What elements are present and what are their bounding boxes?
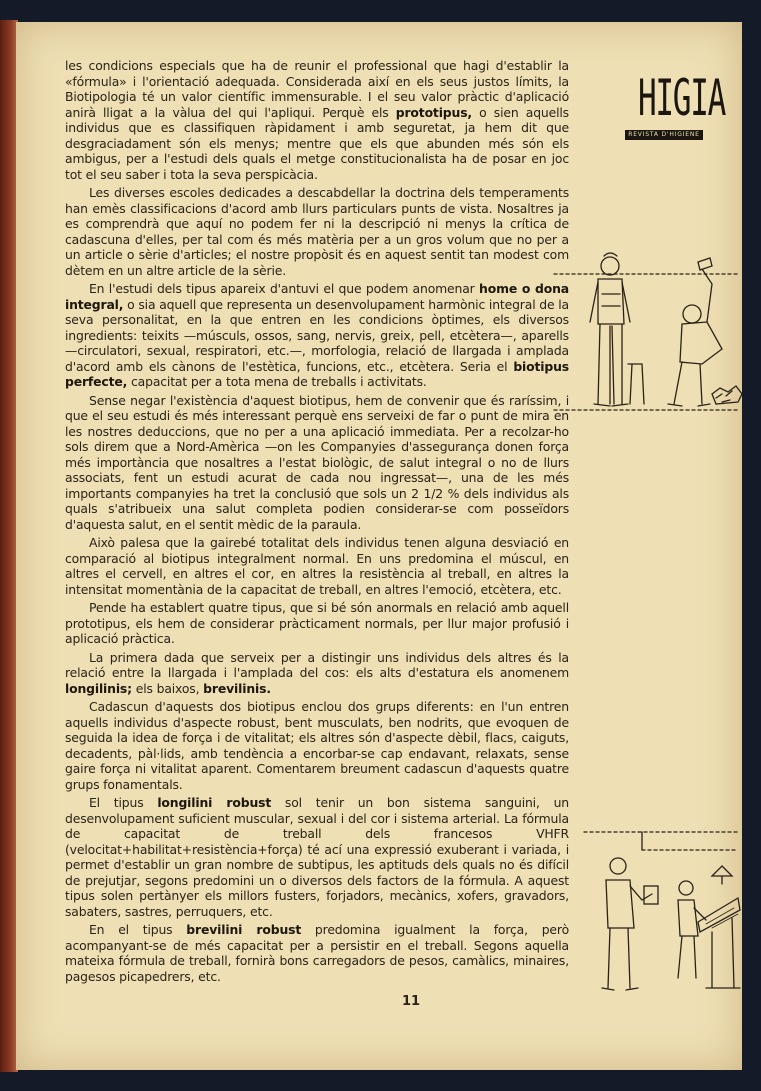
term-prototipus: prototipus,	[395, 104, 472, 120]
paragraph-7: La primera dada que serveix per a distingir uns individus dels altres és la relació entre la llargada i l'amplada del cos: els alts d'estatura els anomenem longilinis; els baixos, brevilinis.	[65, 649, 569, 696]
term-biotipus-perfecte: biotipus perfecte,	[65, 358, 569, 389]
term-brevilini-robust: brevilini robust	[186, 922, 302, 937]
illustration-workers-drafting	[582, 828, 742, 996]
logo-subtitle: REVISTA D'HIGIENE	[625, 130, 703, 140]
term-home-integral: home o dona integral,	[65, 281, 569, 312]
paragraph-10: En el tipus brevilini robust predomina igualment la força, però acompanyant-se de més capacitat per a persistir en el treball. Segons aquella mateixa fórmula de treball, fornirà bons carregadors de pesos, camàlics, minaires, pagesos picapedrers, etc.	[65, 922, 570, 984]
higia-logo	[622, 69, 726, 148]
paragraph-4: Sense negar l'existència d'aquest biotipus, hem de convenir que és raríssim, i que el seu estudi és més interessant perquè ens serveixi de far o punt de mira en les nostres deduccions, que no per a una aplicació immediata. Per a recolzar-ho sols direm que a Nord-Amèrica —on les Companyies d'assegurança donen força més importància que nosaltres a l'estat biològic, de salut integral o no de llurs associats, fent un estudi acurat de cada nou ingressat—, una de les més importants companyies ha tret la conclusió que sols un 2 1/2 % dels individus als quals s'atribueix una salut completa podien considerar-se com posseïdors d'aquesta salut, en el sentit mèdic de la paraula.	[65, 392, 569, 532]
magazine-page	[16, 22, 742, 1070]
logo-title: HIGIA	[637, 69, 726, 127]
term-longilini-robust: longilini robust	[157, 795, 272, 810]
paragraph-3: En l'estudi dels tipus apareix d'antuvi el que podem anomenar home o dona integral, o sia aquell que representa un desenvolupament harmònic integral de la seva personalitat, en la que entren en les condicions òptimes, els diversos ingredients: teixits —músculs, ossos, sang, nervis, greix, pell, etcètera—, aparells —circulatori, sexual, respiratori, etc.—, morfologia, relació de llargada i amplada d'acord amb els cànons de l'estètica, funcions, etc., etcètera. Seria el biotipus perfecte, capacitat per a tota mena de treballs i activitats.	[65, 281, 569, 389]
article-body	[65, 58, 569, 987]
illustration-workers-hammer	[552, 244, 742, 414]
paragraph-1: les condicions especials que ha de reunir el professional que hagi d'establir la «fórmula» i l'orientació adequada. Considerada així en els seus justos límits, la Biotipologia té un valor científic immensurable. I el seu valor pràctic d'aplicació anirà lligat a la vàlua del qui l'apliqui. Perquè els prototipus, o sien aquells individus que es classifiquen ràpidament i amb seguretat, ja hem dit que desgraciadament són els menys; mentre que els que abunden més són els ambigus, per a l'estudi dels quals el metge constitucionalista ha de posar en joc tot el seu saber i tota la seva perspicàcia.	[65, 58, 569, 182]
paragraph-9: El tipus longilini robust sol tenir un bon sistema sanguini, un desenvolupament suficient muscular, sexual i del cor i sistema arterial. La fórmula de capacitat de treball dels francesos VHFR (velocitat+habilitat+resistència+força) té ací una expressió exuberant i variada, i permet d'establir un gran nombre de subtipus, les aptituds dels quals no és difícil de prejutjar, segons predomini un o diversos dels factors de la fórmula. A aquest tipus solen pertànyer els millors fusters, forjadors, mecànics, xofers, gravadors, sabaters, sastres, perruquers, etc.	[65, 795, 569, 919]
term-longilinis: longilinis;	[65, 680, 132, 696]
paragraph-6: Pende ha establert quatre tipus, que si bé són anormals en relació amb aquell prototipus, els hem de considerar pràcticament normals, per llur major profusió i aplicació pràctica.	[65, 600, 569, 646]
page-number: 11	[401, 994, 421, 1009]
paragraph-5: Això palesa que la gairebé totalitat dels individus tenen alguna desviació en comparació al biotipus integralment normal. En uns predomina el múscul, en altres el cervell, en altres el cor, en altres la resistència al treball, en altres la intensitat momentània de la capacitat de treball, en altres l'emoció, etcètera, etc.	[65, 535, 569, 597]
paragraph-2: Les diverses escoles dedicades a descabdellar la doctrina dels temperaments han emès classificacions d'acord amb llurs particulars punts de vista. Nosaltres ja es comprendrà que aquí no podem fer ni la descripció ni menys la crítica de cadascuna d'elles, per tal com és més matèria per a un gros volum que no per a un article o sèrie d'articles; el nostre propòsit és en aquest sentit tan modest com dètem en un altre article de la sèrie.	[65, 185, 569, 278]
paragraph-8: Cadascun d'aquests dos biotipus enclou dos grups diferents: en l'un entren aquells individus d'aspecte robust, bent musculats, ben nodrits, que evoquen de seguida la idea de força i de vitalitat; els altres són d'aspecte dèbil, flacs, caiguts, decadents, pàl·lids, amb tendència a encorbar-se cap endavant, relaxats, sense gaire força ni vitalitat aparent. Comentarem breument cadascun d'aquests quatre grups fonamentals.	[65, 699, 569, 792]
term-brevilinis: brevilinis.	[203, 680, 271, 696]
